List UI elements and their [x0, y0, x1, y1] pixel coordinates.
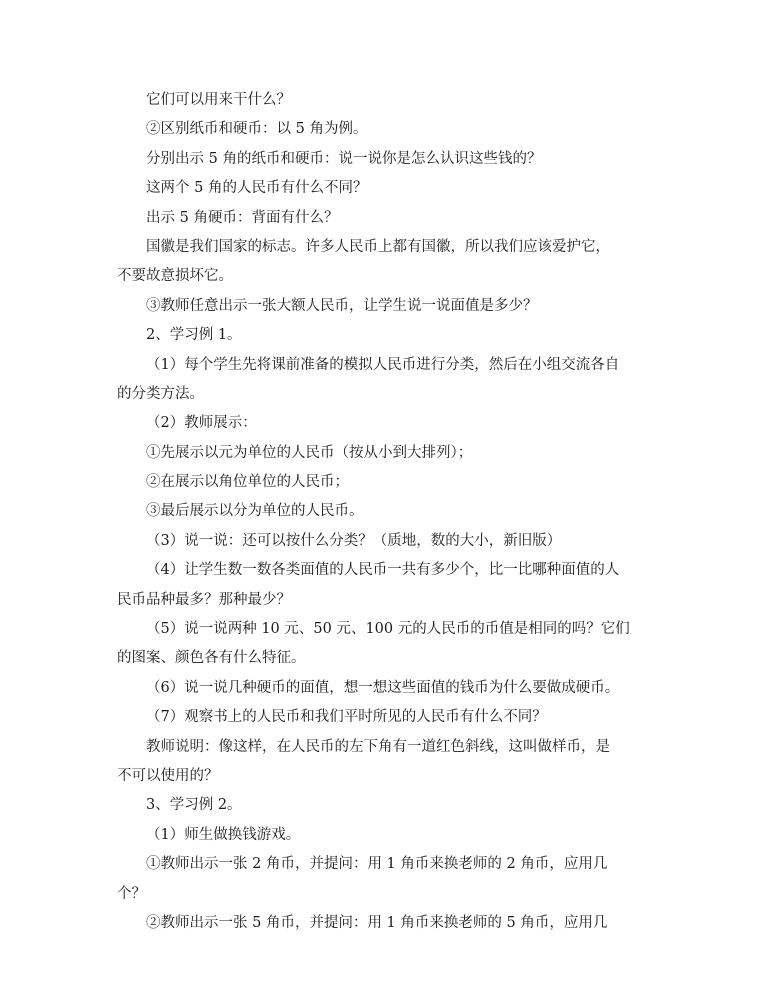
list-item: ②教师出示一张 5 角币，并提问：用 1 角币来换老师的 5 角币，应用几: [146, 914, 608, 931]
paragraph-line: 不可以使用的？: [117, 767, 219, 784]
section-heading: 2、学习例 1。: [146, 327, 242, 344]
paragraph-line: （5）说一说两种 10 元、50 元、100 元的人民币的币值是相同的吗？它们: [146, 621, 630, 638]
paragraph-line: 个？: [117, 885, 146, 902]
list-item: ①教师出示一张 2 角币，并提问：用 1 角币来换老师的 2 角币，应用几: [146, 856, 608, 873]
paragraph-line: 民币品种最多？那种最少？: [117, 591, 291, 608]
paragraph-line: （6）说一说几种硬币的面值，想一想这些面值的钱币为什么要做成硬币。: [146, 679, 620, 696]
paragraph-line: 分别出示 5 角的纸币和硬币：说一说你是怎么认识这些钱的？: [146, 150, 542, 167]
section-heading: 3、学习例 2。: [146, 797, 242, 814]
paragraph-line: 这两个 5 角的人民币有什么不同？: [146, 180, 368, 197]
paragraph-line: （1）每个学生先将课前准备的模拟人民币进行分类，然后在小组交流各自: [146, 356, 620, 373]
paragraph-line: （2）教师展示：: [146, 415, 257, 432]
paragraph-line: 的分类方法。: [117, 385, 204, 402]
paragraph-line: ②区别纸币和硬币：以 5 角为例。: [146, 121, 368, 138]
paragraph-line: 不要故意损坏它。: [117, 268, 233, 285]
list-item: ①先展示以元为单位的人民币（按从小到大排列）；: [146, 444, 473, 461]
paragraph-line: 它们可以用来干什么？: [146, 92, 291, 108]
paragraph-line: （1）师生做换钱游戏。: [146, 826, 301, 843]
paragraph-line: ③教师任意出示一张大额人民币，让学生说一说面值是多少？: [146, 297, 538, 314]
list-item: ③最后展示以分为单位的人民币。: [146, 503, 364, 520]
document-body: [117, 86, 657, 938]
paragraph-line: 国徽是我们国家的标志。许多人民币上都有国徽，所以我们应该爱护它，: [146, 238, 610, 255]
paragraph-line: 的图案、颜色各有什么特征。: [117, 650, 306, 667]
paragraph-line: （3）说一说：还可以按什么分类？（质地，数的大小，新旧版）: [146, 532, 562, 549]
paragraph-line: 教师说明：像这样，在人民币的左下角有一道红色斜线，这叫做样币，是: [146, 738, 610, 755]
paragraph-line: 出示 5 角硬币：背面有什么？: [146, 209, 339, 226]
paragraph-line: （4）让学生数一数各类面值的人民币一共有多少个，比一比哪种面值的人: [146, 562, 620, 579]
paragraph-line: （7）观察书上的人民币和我们平时所见的人民币有什么不同？: [146, 709, 547, 726]
list-item: ②在展示以角位单位的人民币；: [146, 474, 349, 491]
